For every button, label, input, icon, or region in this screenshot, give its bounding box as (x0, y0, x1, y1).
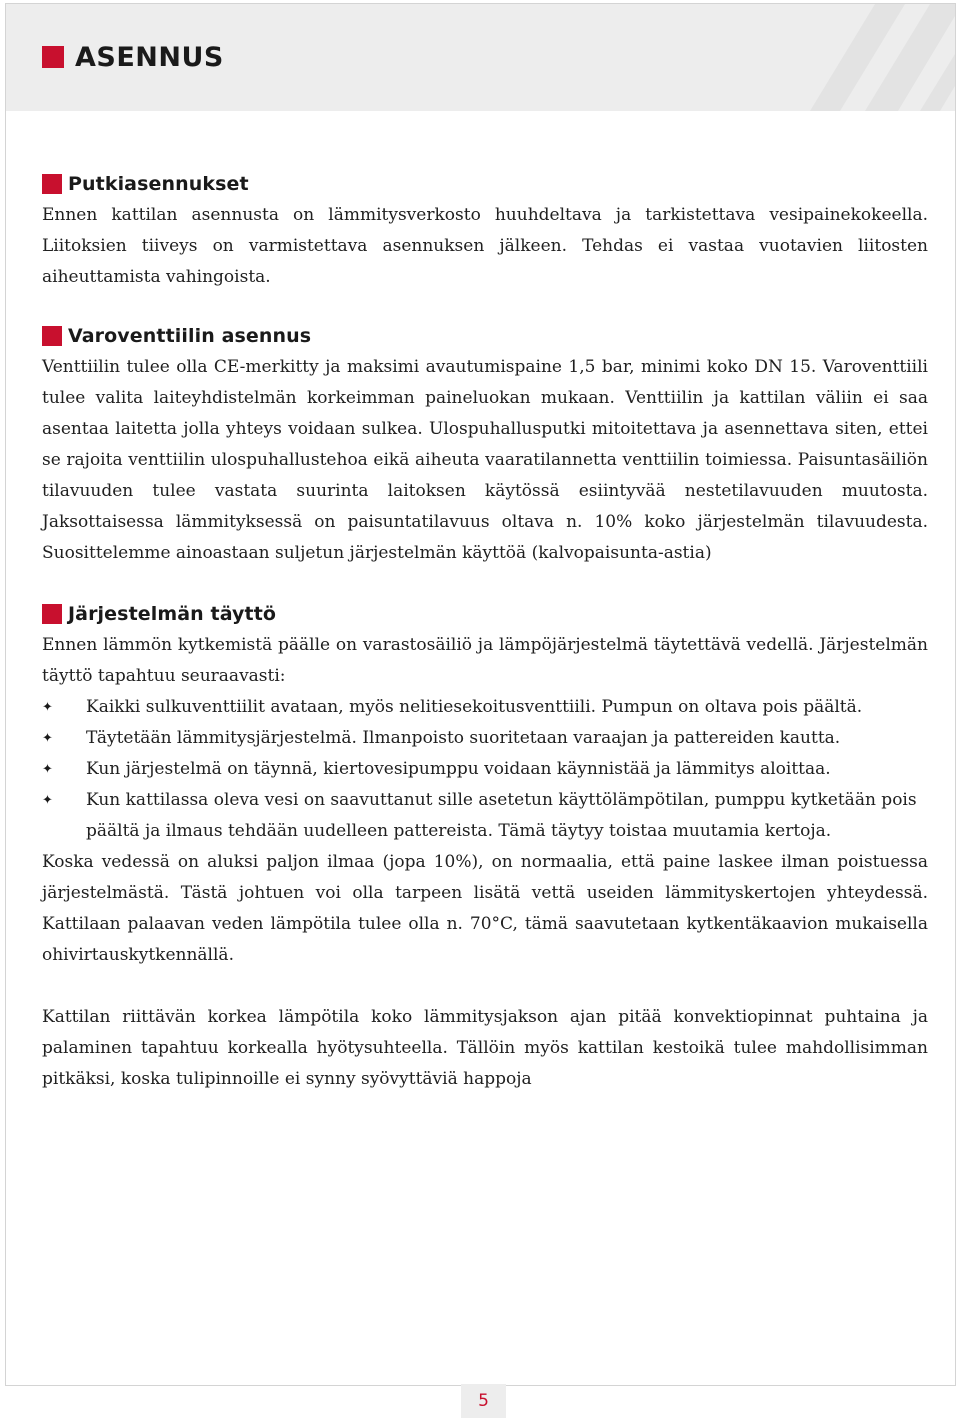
list-item-text: Kaikki sulkuventtiilit avataan, myös nelitiesekoitusventtiili. Pumpun on oltava pois päältä. (86, 697, 863, 717)
section-heading-jarjestelman-taytto (42, 598, 928, 630)
four-point-star-icon: ✦ (42, 762, 53, 777)
list-item (42, 754, 928, 785)
paragraph: Ennen lämmön kytkemistä päälle on varastosäiliö ja lämpöjärjestelmä täytettävä vedellä. Järjestelmän täyttö tapahtuu seuraavasti: (42, 635, 928, 686)
list-item-text: Kun kattilassa oleva vesi on saavuttanut sille asetetun käyttölämpötilan, pumppu kytketään pois päältä ja ilmaus tehdään uudelleen pattereista. Tämä täytyy toistaa muutamia kertoja. (86, 790, 917, 841)
filling-steps-list (42, 692, 928, 847)
document-body (42, 168, 928, 1095)
diagonal-stripes-decoration (715, 4, 955, 111)
paragraph: Venttiilin tulee olla CE-merkitty ja maksimi avautumispaine 1,5 bar, minimi koko DN 15. Varoventtiili tulee valita laiteyhdistelmän korkeimman paineluokan mukaan. Venttiilin ja kattilan väliin ei saa asentaa laitetta jolla yhteys voidaan sulkea. Ulospuhallusputki mitoitettava ja asennettava siten, ettei se rajoita venttiilin ulospuhallustehoa eikä aiheuta vaaratilannetta venttiilin toimiessa. Paisuntasäiliön tilavuuden tulee vastata suurinta laitoksen käytössä esiintyvää nestetilavuuden muutosta. Jaksottaisessa lämmityksessä on paisuntatilavuus oltava n. 10% koko järjestelmän tilavuudesta. Suosittelemme ainoastaan suljetun järjestelmän käyttöä (kalvopaisunta-astia) (42, 357, 928, 563)
section-heading-putkiasennukset (42, 168, 928, 200)
red-square-icon (42, 604, 62, 624)
four-point-star-icon: ✦ (42, 700, 53, 715)
header-band (6, 4, 955, 111)
section-title: Järjestelmän täyttö (68, 603, 277, 625)
page-number-box (461, 1384, 506, 1418)
red-square-icon (42, 174, 62, 194)
page-frame (5, 3, 956, 1386)
section-title: Varoventtiilin asennus (68, 325, 312, 347)
page-number: 5 (478, 1391, 489, 1411)
page-title: ASENNUS (75, 42, 224, 73)
four-point-star-icon: ✦ (42, 793, 53, 808)
section-title: Putkiasennukset (68, 173, 249, 195)
header-square-icon (42, 46, 64, 68)
section-heading-varoventtiilin-asennus (42, 320, 928, 352)
paragraph: Koska vedessä on aluksi paljon ilmaa (jopa 10%), on normaalia, että paine laskee ilman poistuessa järjestelmästä. Tästä johtuen voi olla tarpeen lisätä vettä useiden lämmityskertojen yhteydessä. Kattilaan palaavan veden lämpötila tulee olla n. 70°C, tämä saavutetaan kytkentäkaavion mukaisella ohivirtauskytkennällä. (42, 852, 928, 965)
paragraph: Kattilan riittävän korkea lämpötila koko lämmitysjakson ajan pitää konvektiopinnat puhtaina ja palaminen tapahtuu korkealla hyötysuhteella. Tällöin myös kattilan kestoikä tulee mahdollisimman pitkäksi, koska tulipinnoille ei synny syövyttäviä happoja (42, 1007, 928, 1089)
red-square-icon (42, 326, 62, 346)
list-item-text: Kun järjestelmä on täynnä, kiertovesipumppu voidaan käynnistää ja lämmitys aloittaa. (86, 759, 831, 779)
paragraph: Ennen kattilan asennusta on lämmitysverkosto huuhdeltava ja tarkistettava vesipainekokeella. Liitoksien tiiveys on varmistettava asennuksen jälkeen. Tehdas ei vastaa vuotavien liitosten aiheuttamista vahingoista. (42, 205, 928, 287)
list-item-text: Täytetään lämmitysjärjestelmä. Ilmanpoisto suoritetaan varaajan ja pattereiden kautta. (86, 728, 841, 748)
list-item (42, 785, 928, 847)
list-item (42, 723, 928, 754)
list-item (42, 692, 928, 723)
four-point-star-icon: ✦ (42, 731, 53, 746)
